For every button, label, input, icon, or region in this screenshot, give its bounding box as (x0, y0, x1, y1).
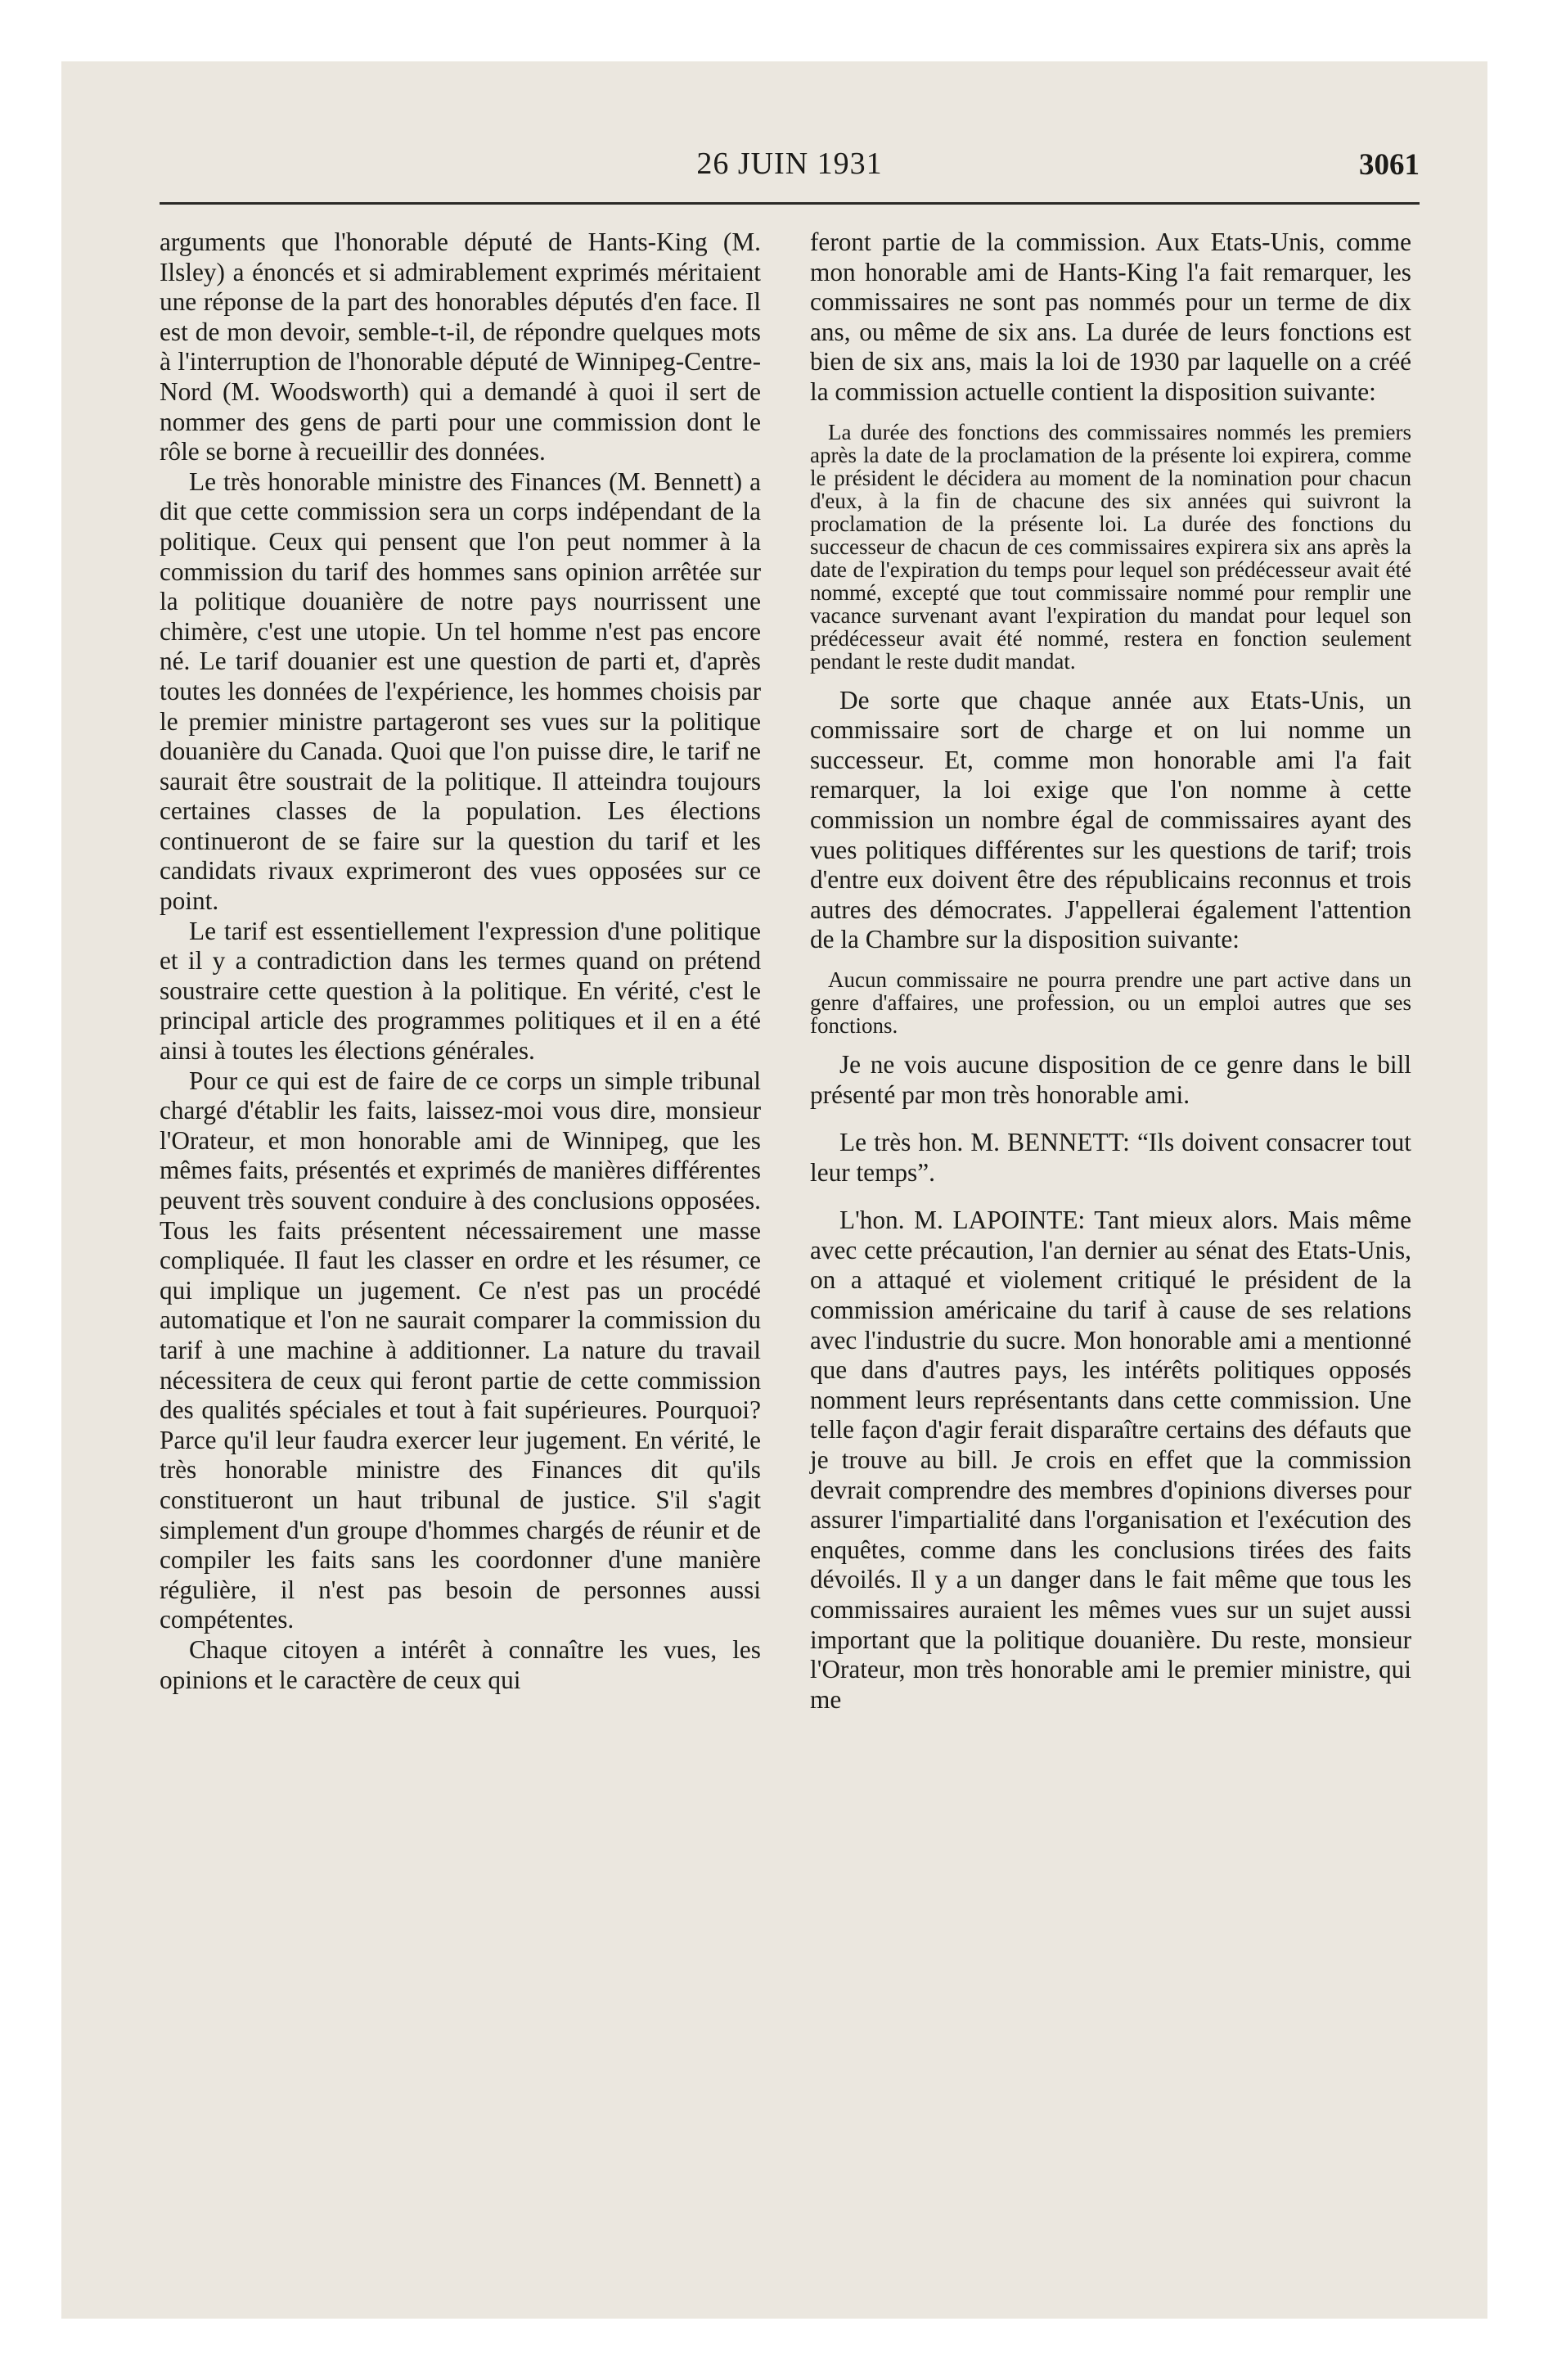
right-paragraph-3: Je ne vois aucune disposition de ce genre dans le bill présenté par mon très honorable ami. (810, 1049, 1411, 1109)
right-paragraph-2: De sorte que chaque année aux Etats-Unis, un commissaire sort de charge et on lui nomme un successeur. Et, comme mon honorable ami l'a fait remarquer, la loi exige que l'on nomme à cette commission un nombre égal de commissaires ayant des vues politiques différentes sur les questions de tarif; trois d'entre eux doivent être des républicains reconnus et trois autres des démocrates. J'appellerai également l'attention de la Chambre sur la disposition suivante: (810, 685, 1411, 954)
left-paragraph-4: Pour ce qui est de faire de ce corps un simple tribunal chargé d'établir les faits, laissez-moi vous dire, monsieur l'Orateur, et mon honorable ami de Winnipeg, que les mêmes faits, présentés et exprimés de manières différentes peuvent très souvent conduire à des conclusions opposées. Tous les faits présentent nécessairement une masse compliquée. Il faut les classer en ordre et les résumer, ce qui implique un jugement. Ce n'est pas un procédé automatique et l'on ne saurait comparer la commission du tarif à une machine à additionner. La nature du travail nécessitera de ceux qui feront partie de cette commission des qualités spéciales et tout à fait supérieures. Pourquoi? Parce qu'il leur faudra exercer leur jugement. En vérité, le très honorable ministre des Finances dit qu'ils constitueront un haut tribunal de justice. S'il s'agit simplement d'un groupe d'hommes chargés de réunir et de compiler les faits sans les coordonner d'une manière régulière, il n'est pas besoin de personnes aussi compétentes. (160, 1066, 761, 1634)
left-column (160, 228, 761, 1695)
page-header (160, 146, 1420, 187)
left-paragraph-3: Le tarif est essentiellement l'expression d'une politique et il y a contradiction dans les termes quand on prétend soustraire cette question à la politique. En vérité, c'est le principal article des programmes politiques et il en a été ainsi à toutes les élections générales. (160, 916, 761, 1066)
bennett-remark: Le très hon. M. BENNETT: “Ils doivent consacrer tout leur temps”. (810, 1128, 1411, 1187)
left-paragraph-1: arguments que l'honorable député de Hants-King (M. Ilsley) a énoncés et si admirablement exprimés méritaient une réponse de la part des honorables députés d'en face. Il est de mon devoir, semble-t-il, de répondre quelques mots à l'interruption de l'honorable député de Winnipeg-Centre-Nord (M. Woodsworth) qui a demandé à quoi il sert de nommer des gens de parti pour une commission dont le rôle se borne à recueillir des données. (160, 228, 761, 467)
header-rule (160, 202, 1420, 205)
left-paragraph-2: Le très honorable ministre des Finances (M. Bennett) a dit que cette commission sera un corps indépendant de la politique. Ceux qui pensent que l'on peut nommer à la commission du tarif des hommes sans opinion arrêtée sur la politique douanière de notre pays nourrissent une chimère, c'est une utopie. Un tel homme n'est pas encore né. Le tarif douanier est une question de parti et, d'après toutes les données de l'expérience, les hommes choisis par le premier ministre partageront ses vues sur la politique douanière du Canada. Quoi que l'on puisse dire, le tarif ne saurait être soustrait de la politique. Il atteindra toujours certaines classes de la population. Les élections continueront de se faire sur la question du tarif et les candidats rivaux exprimeront des vues opposées sur ce point. (160, 467, 761, 916)
block-quote-law-1930: La durée des fonctions des commissaires nommés les premiers après la date de la proclamation de la présente loi expirera, comme le président le décidera au moment de la nomination pour chacun d'eux, à la fin de chacune des six années qui suivront la proclamation de la présente loi. La durée des fonctions du successeur de chacun de ces commissaires expirera six ans après la date de l'expiration du temps pour lequel son prédécesseur avait été nommé, excepté que tout commissaire nommé pour remplir une vacance survenant avant l'expiration du mandat pour lequel son prédécesseur avait été nommé, restera en fonction seulement pendant le reste dudit mandat. (810, 419, 1411, 674)
running-head-date: 26 JUIN 1931 (696, 146, 883, 181)
page-number: 3061 (1359, 148, 1420, 182)
right-column (810, 228, 1411, 1715)
lapointe-remark: L'hon. M. LAPOINTE: Tant mieux alors. Mais même avec cette précaution, l'an dernier au sénat des Etats-Unis, on a attaqué et violement critiqué le président de la commission américaine du tarif à cause de ses relations avec l'industrie du sucre. Mon honorable ami a mentionné que dans d'autres pays, les intérêts politiques opposés nomment leurs représentants dans cette commission. Une telle façon d'agir ferait disparaître certains des défauts que je trouve au bill. Je crois en effet que la commission devrait comprendre des membres d'opinions diverses pour assurer l'impartialité dans l'organisation et l'exécution des enquêtes, comme dans les conclusions tirées des faits dévoilés. Il y a un danger dans le fait même que tous les commissaires auraient les mêmes vues sur un sujet aussi important que la politique douanière. Du reste, monsieur l'Orateur, mon très honorable ami le premier ministre, qui me (810, 1206, 1411, 1714)
right-paragraph-intro: feront partie de la commission. Aux Etats-Unis, comme mon honorable ami de Hants-King l'a fait remarquer, les commissaires ne sont pas nommés pour un terme de dix ans, ou même de six ans. La durée de leurs fonctions est bien de six ans, mais la loi de 1930 par laquelle on a créé la commission actuelle contient la disposition suivante: (810, 228, 1411, 406)
left-paragraph-5: Chaque citoyen a intérêt à connaître les vues, les opinions et le caractère de ceux qui (160, 1634, 761, 1694)
block-quote-commissioner-rule: Aucun commissaire ne pourra prendre une part active dans un genre d'affaires, une profession, ou un emploi autres que ses fonctions. (810, 967, 1411, 1038)
